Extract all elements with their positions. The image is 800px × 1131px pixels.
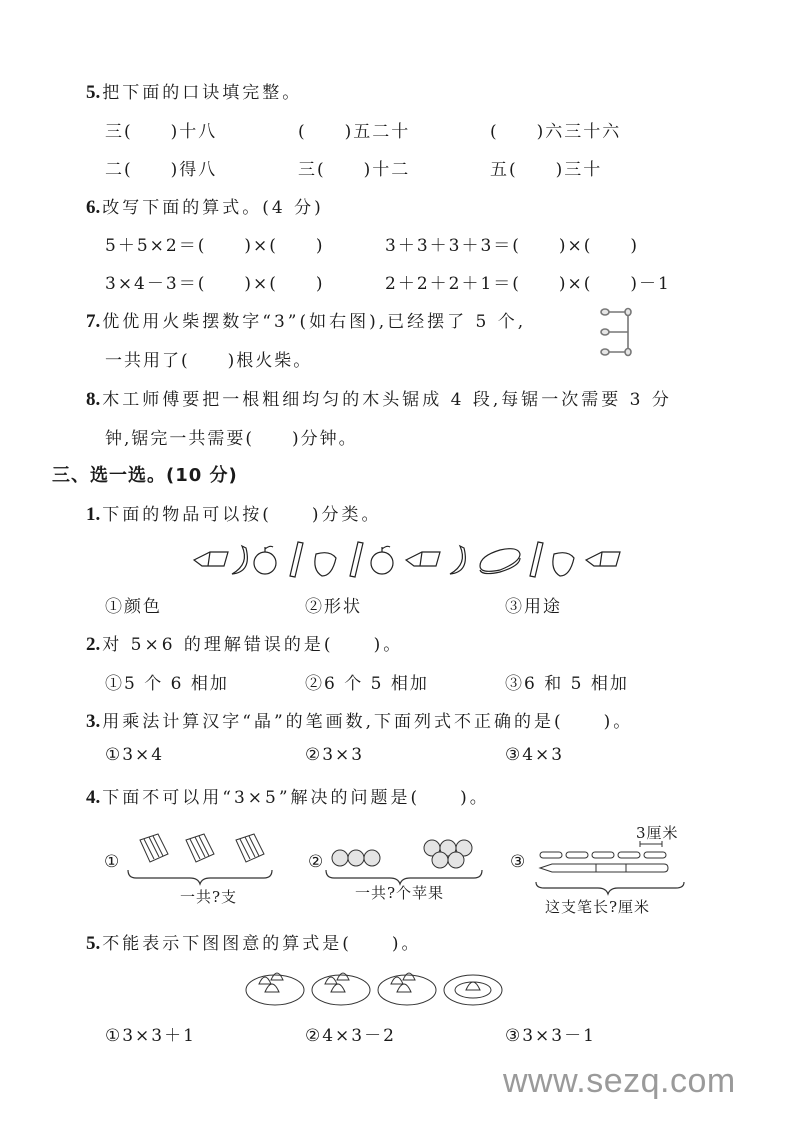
c3-option-2[interactable]: ②3×3 bbox=[305, 745, 365, 765]
question-number: 7. bbox=[86, 311, 101, 332]
apples-illustration bbox=[322, 830, 492, 885]
items-illustration bbox=[190, 540, 620, 580]
question-text: 改写下面的算式。(4 分) bbox=[102, 198, 324, 218]
plate-icon bbox=[312, 973, 370, 1005]
c4-option-2-marker[interactable]: ② bbox=[308, 852, 326, 872]
plate-icon bbox=[444, 975, 502, 1005]
pencil-bundles-illustration bbox=[120, 830, 280, 885]
q6-expr-4[interactable]: 2＋2＋2＋1＝( )×( )－1 bbox=[385, 274, 671, 294]
apple-icon bbox=[448, 852, 464, 868]
q8-answer-line[interactable]: 钟,锯完一共需要( )分钟。 bbox=[105, 429, 358, 449]
question-text: 下面的物品可以按( )分类。 bbox=[102, 505, 382, 525]
question-number: 3. bbox=[86, 711, 101, 732]
c5-option-3[interactable]: ③3×3－1 bbox=[505, 1026, 596, 1046]
c4-option-1-marker[interactable]: ① bbox=[104, 852, 122, 872]
apple-icon bbox=[348, 850, 364, 866]
strawberry-icon bbox=[315, 553, 336, 576]
apple-icon bbox=[332, 850, 348, 866]
c4-option-3-label: 3厘米 bbox=[636, 824, 679, 842]
strawberry-icon bbox=[553, 553, 574, 576]
question-text: 木工师傅要把一根粗细均匀的木头锯成 4 段,每锯一次需要 3 分 bbox=[102, 390, 672, 410]
q6-expr-3[interactable]: 3×4－3＝( )×( ) bbox=[105, 274, 325, 294]
choice-5-prompt bbox=[86, 929, 422, 955]
choice-3-prompt bbox=[86, 707, 633, 733]
eraser-icon bbox=[194, 552, 228, 566]
choice-4-prompt bbox=[86, 783, 490, 809]
choice-1-prompt bbox=[86, 500, 382, 526]
watermark: www.sezq.com bbox=[503, 1062, 736, 1100]
question-number: 5. bbox=[86, 82, 101, 103]
peach-plates-illustration bbox=[245, 962, 505, 1010]
question-text: 用乘法计算汉字“晶”的笔画数,下面列式不正确的是( )。 bbox=[102, 712, 634, 732]
apple-icon bbox=[432, 852, 448, 868]
question-number: 4. bbox=[86, 787, 101, 808]
c4-option-3-caption: 这支笔长?厘米 bbox=[545, 898, 651, 916]
c5-option-1[interactable]: ①3×3＋1 bbox=[105, 1026, 196, 1046]
question-8-prompt bbox=[86, 385, 672, 411]
c5-option-2[interactable]: ②4×3－2 bbox=[305, 1026, 396, 1046]
c4-option-1-caption: 一共?支 bbox=[180, 888, 238, 906]
c1-option-1[interactable]: ①颜色 bbox=[105, 597, 162, 617]
question-6-prompt bbox=[86, 193, 324, 219]
apple-icon bbox=[364, 850, 380, 866]
question-5-prompt bbox=[86, 78, 302, 104]
eraser-icon bbox=[586, 552, 620, 566]
pencil-case-icon bbox=[480, 549, 520, 574]
c3-option-3[interactable]: ③4×3 bbox=[505, 745, 565, 765]
question-number: 8. bbox=[86, 389, 101, 410]
eraser-icon bbox=[406, 552, 440, 566]
q5-blank-3[interactable]: ( )六三十六 bbox=[490, 122, 622, 142]
question-text: 下面不可以用“3×5”解决的问题是( )。 bbox=[102, 788, 490, 808]
question-number: 2. bbox=[86, 634, 101, 655]
q5-blank-4[interactable]: 二( )得八 bbox=[105, 160, 218, 180]
q5-blank-1[interactable]: 三( )十八 bbox=[105, 122, 218, 142]
ruler-icon bbox=[350, 542, 363, 577]
q6-expr-1[interactable]: 5＋5×2＝( )×( ) bbox=[105, 236, 325, 256]
pencil-bundle-icon bbox=[186, 834, 214, 862]
c2-option-1[interactable]: ①5 个 6 相加 bbox=[105, 674, 229, 694]
c2-option-2[interactable]: ②6 个 5 相加 bbox=[305, 674, 429, 694]
c4-option-3-marker[interactable]: ③ bbox=[510, 852, 528, 872]
question-number: 5. bbox=[86, 933, 101, 954]
choice-2-prompt bbox=[86, 630, 403, 656]
plate-icon bbox=[378, 973, 436, 1005]
matchstick-3-figure bbox=[600, 306, 640, 358]
question-text: 不能表示下图图意的算式是( )。 bbox=[102, 934, 422, 954]
ruler-icon bbox=[530, 542, 543, 577]
pencil-bundle-icon bbox=[236, 834, 264, 862]
section-3-title: 三、选一选。(10 分) bbox=[52, 465, 238, 486]
c3-option-1[interactable]: ①3×4 bbox=[105, 745, 165, 765]
question-text: 对 5×6 的理解错误的是( )。 bbox=[102, 635, 404, 655]
question-text: 把下面的口诀填完整。 bbox=[102, 83, 303, 103]
question-number: 1. bbox=[86, 504, 101, 525]
question-number: 6. bbox=[86, 197, 101, 218]
c1-option-3[interactable]: ③用途 bbox=[505, 597, 562, 617]
ruler-icon bbox=[290, 542, 303, 577]
c1-option-2[interactable]: ②形状 bbox=[305, 597, 362, 617]
c2-option-3[interactable]: ③6 和 5 相加 bbox=[505, 674, 629, 694]
q6-expr-2[interactable]: 3＋3＋3＋3＝( )×( ) bbox=[385, 236, 640, 256]
pen-illustration bbox=[536, 838, 686, 898]
apple-icon bbox=[371, 546, 393, 574]
question-7-prompt bbox=[86, 307, 526, 333]
q5-blank-2[interactable]: ( )五二十 bbox=[298, 122, 411, 142]
apple-icon bbox=[254, 546, 276, 574]
banana-icon bbox=[232, 546, 247, 574]
plate-icon bbox=[246, 973, 304, 1005]
pencil-bundle-icon bbox=[140, 834, 168, 862]
q5-blank-5[interactable]: 三( )十二 bbox=[298, 160, 411, 180]
pen-icon bbox=[540, 864, 668, 872]
q7-answer-line[interactable]: 一共用了( )根火柴。 bbox=[105, 351, 313, 371]
question-text: 优优用火柴摆数字“3”(如右图),已经摆了 5 个, bbox=[102, 312, 527, 332]
c4-option-2-caption: 一共?个苹果 bbox=[355, 884, 445, 902]
banana-icon bbox=[450, 546, 465, 574]
q5-blank-6[interactable]: 五( )三十 bbox=[490, 160, 603, 180]
